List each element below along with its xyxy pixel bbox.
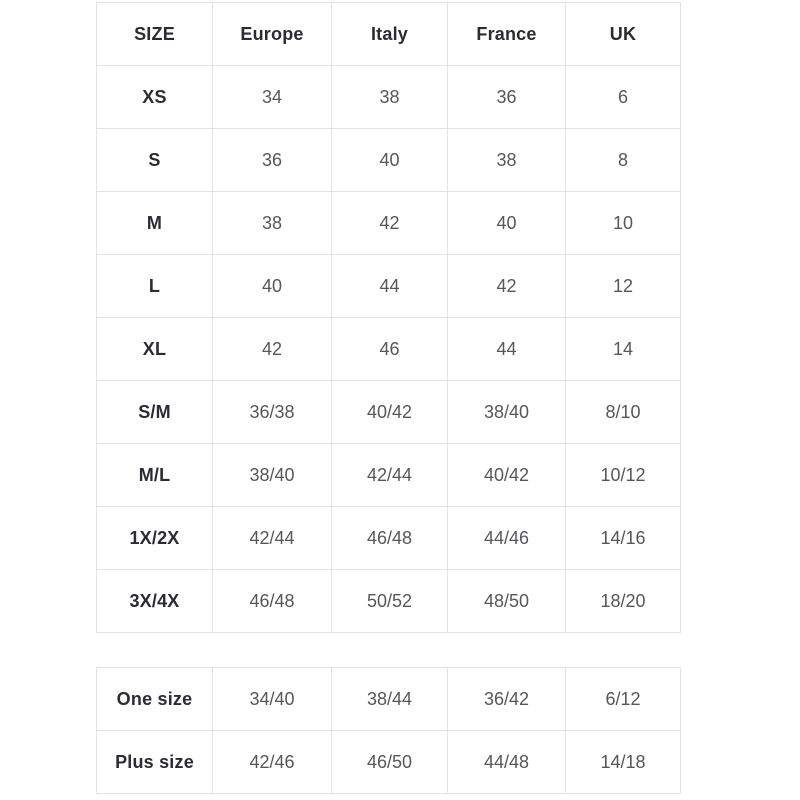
size-value-cell: 36 (448, 66, 566, 129)
size-value-cell: 46/50 (332, 731, 448, 794)
size-label-cell: S/M (97, 381, 213, 444)
size-value-cell: 40/42 (448, 444, 566, 507)
table-header-row (97, 3, 681, 66)
size-label-cell: S (97, 129, 213, 192)
size-value-cell: 48/50 (448, 570, 566, 633)
size-value-cell: 38/44 (332, 668, 448, 731)
table-row (97, 129, 681, 192)
size-value-cell: 42/44 (213, 507, 332, 570)
size-value-cell: 40 (332, 129, 448, 192)
table-row (97, 570, 681, 633)
size-value-cell: 46/48 (332, 507, 448, 570)
size-label-cell: 3X/4X (97, 570, 213, 633)
column-header-italy: Italy (332, 3, 448, 66)
size-conversion-table (96, 2, 681, 633)
size-value-cell: 50/52 (332, 570, 448, 633)
size-value-cell: 38/40 (448, 381, 566, 444)
size-value-cell: 40 (448, 192, 566, 255)
table-row (97, 444, 681, 507)
size-value-cell: 6 (566, 66, 681, 129)
size-value-cell: 10 (566, 192, 681, 255)
size-value-cell: 14 (566, 318, 681, 381)
size-value-cell: 42/46 (213, 731, 332, 794)
size-value-cell: 14/18 (566, 731, 681, 794)
size-label-cell: 1X/2X (97, 507, 213, 570)
size-value-cell: 46/48 (213, 570, 332, 633)
size-label-cell: Plus size (97, 731, 213, 794)
size-label-cell: XS (97, 66, 213, 129)
size-value-cell: 38/40 (213, 444, 332, 507)
size-value-cell: 36/42 (448, 668, 566, 731)
table-row (97, 192, 681, 255)
size-value-cell: 42 (213, 318, 332, 381)
size-label-cell: XL (97, 318, 213, 381)
size-value-cell: 42/44 (332, 444, 448, 507)
size-value-cell: 34 (213, 66, 332, 129)
size-label-cell: M (97, 192, 213, 255)
table-row (97, 668, 681, 731)
size-value-cell: 44 (448, 318, 566, 381)
table-row (97, 507, 681, 570)
size-value-cell: 6/12 (566, 668, 681, 731)
size-value-cell: 44/48 (448, 731, 566, 794)
size-label-cell: L (97, 255, 213, 318)
size-label-cell: M/L (97, 444, 213, 507)
special-sizes-table (96, 667, 681, 794)
size-value-cell: 10/12 (566, 444, 681, 507)
size-label-cell: One size (97, 668, 213, 731)
table-row (97, 381, 681, 444)
column-header-uk: UK (566, 3, 681, 66)
table-row (97, 318, 681, 381)
size-value-cell: 44 (332, 255, 448, 318)
size-value-cell: 14/16 (566, 507, 681, 570)
size-value-cell: 42 (332, 192, 448, 255)
size-value-cell: 36/38 (213, 381, 332, 444)
size-value-cell: 42 (448, 255, 566, 318)
size-value-cell: 18/20 (566, 570, 681, 633)
column-header-europe: Europe (213, 3, 332, 66)
column-header-france: France (448, 3, 566, 66)
size-value-cell: 46 (332, 318, 448, 381)
table-row (97, 66, 681, 129)
size-value-cell: 38 (332, 66, 448, 129)
size-value-cell: 44/46 (448, 507, 566, 570)
column-header-size: SIZE (97, 3, 213, 66)
size-value-cell: 12 (566, 255, 681, 318)
size-value-cell: 38 (448, 129, 566, 192)
table-row (97, 731, 681, 794)
size-value-cell: 40 (213, 255, 332, 318)
size-value-cell: 40/42 (332, 381, 448, 444)
size-value-cell: 8 (566, 129, 681, 192)
size-value-cell: 8/10 (566, 381, 681, 444)
table-row (97, 255, 681, 318)
size-value-cell: 34/40 (213, 668, 332, 731)
size-value-cell: 36 (213, 129, 332, 192)
size-value-cell: 38 (213, 192, 332, 255)
